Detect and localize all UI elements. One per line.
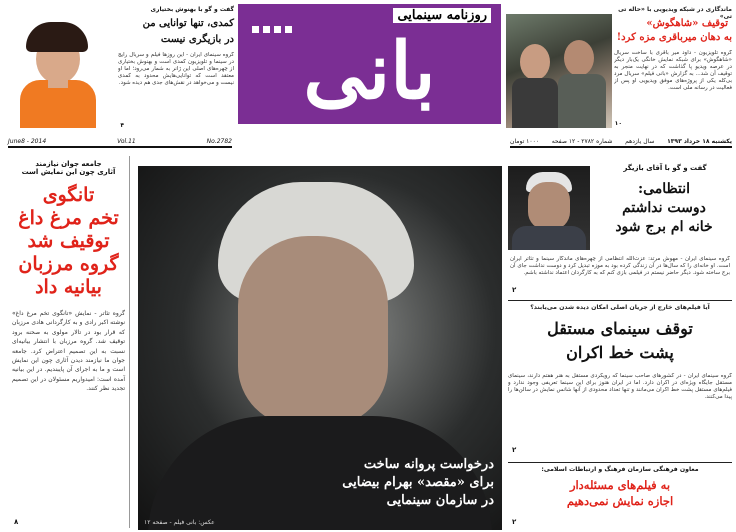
- independent-headline-line: پشت خط اکران: [566, 343, 674, 362]
- independent-headline: [508, 317, 732, 365]
- left-headline-line: تانگوی: [42, 184, 95, 206]
- left-headline-line: بیانیه داد: [35, 276, 102, 298]
- left-column-story[interactable]: [8, 156, 130, 528]
- independent-headline-line: توقف سینمای مستقل: [547, 319, 693, 338]
- independent-page-ref: ۲: [512, 446, 517, 454]
- top-right-kicker: ماندگاری در شبکه ویدیویی با «حاله تی تی»: [618, 6, 732, 20]
- date-bar-english: [8, 136, 232, 148]
- issue-number: No.2782: [206, 138, 232, 145]
- beyzaie-photo: [138, 166, 502, 530]
- date-bar-persian: [510, 136, 732, 148]
- masthead-tagline: روزنامه سینمایی: [393, 8, 491, 23]
- entezami-photo: [508, 166, 590, 250]
- independent-kicker: آیا فیلم‌های خارج از جریان اصلی امکان دیده شدن می‌یابند؟: [530, 304, 710, 311]
- masthead-logo: بانی: [303, 26, 436, 117]
- caption-line-3: در سازمان سینمایی: [386, 493, 494, 508]
- top-left-headline-2: در بازیگری نیست: [160, 34, 234, 45]
- mirbagheri-photo: [506, 14, 612, 128]
- top-left-kicker: گفت و گو با بهنوش بختیاری: [150, 6, 234, 13]
- problematic-headline: [508, 477, 732, 509]
- right-column: [508, 156, 732, 530]
- top-left-story[interactable]: [8, 6, 234, 130]
- problematic-headline-line: اجازه نمایش نمی‌دهیم: [566, 494, 674, 508]
- caption-line-2: برای «مقصد» بهرام بیضایی: [342, 475, 494, 490]
- problematic-headline-line: به فیلم‌های مسئله‌دار: [569, 478, 671, 492]
- top-right-body: گروه تلویزیون - داود میر باقری با ساخت سریال «شاهگوش» برای شبکه نمایش خانگی یک‌بار دیگر در عرصه ویدیو پا گذاشت که در نهایت منجر به توقیف آن شد... به گزارش «بانی فیلم» سریال مرد بی‌کله یکی از پروژه‌های موفق ویدیویی او پس از فعالیت در رسانه ملی است.: [614, 50, 732, 91]
- masthead-logo-block: [238, 4, 501, 124]
- independent-cinema-story[interactable]: [508, 304, 732, 454]
- top-right-headline-1: توقیف «شاهگوش»: [646, 18, 728, 29]
- top-right-headline-2: به دهان میرباقری مزه کرد!: [616, 32, 732, 43]
- divider: [508, 462, 732, 463]
- problematic-kicker: معاون فرهنگی سازمان فرهنگ و ارتباطات اسلامی:: [541, 466, 699, 473]
- problematic-films-story[interactable]: [508, 466, 732, 528]
- left-body: گروه تئاتر - نمایش «تانگوی تخم مرغ داغ» نوشته اکبر رادی و به کارگردانی هادی مرزبان که قرار بود در تالار مولوی به صحنه برود توقیف شد. گروه مرزبان با انتشار بیانیه‌ای نسبت به این تصمیم اعتراض کرد. جامعه جوان ما نیازمند دیدن آثاری چون این نمایش است و ما به اجرای آن پایبندیم. در این بیانیه آمده است: امیدواریم مسئولان در این تصمیم تجدید نظر کنند.: [12, 310, 125, 393]
- price: ۱۰۰۰ تومان: [510, 138, 540, 145]
- date-persian: یکشنبه ۱۸ خرداد ۱۳۹۳: [667, 138, 732, 145]
- volume-number: Vol.11: [117, 138, 136, 145]
- entezami-page-ref: ۲: [512, 286, 517, 294]
- left-headline-line: توقیف شد: [27, 230, 110, 252]
- photo-face: [238, 236, 388, 426]
- top-right-story[interactable]: [506, 6, 732, 130]
- left-kicker-2: آثاری چون این نمایش است: [21, 168, 116, 176]
- left-headline: [8, 184, 129, 299]
- entezami-kicker: گفت و گو با آقای بازیگر: [623, 164, 707, 172]
- entezami-headline-line: انتظامی:: [637, 181, 691, 197]
- date-english: June8 - 2014: [8, 138, 47, 145]
- bakhtiari-photo: [10, 16, 106, 128]
- caption-line-1: درخواست پروانه ساخت: [363, 457, 494, 472]
- volume-year: سال یازدهم: [625, 138, 655, 145]
- left-headline-line: گروه مرزبان: [18, 253, 119, 275]
- top-left-headline-1: کمدی، تنها توانایی من: [142, 18, 234, 29]
- problematic-page-ref: ۲: [512, 518, 517, 526]
- left-kicker-1: جامعه جوان نیازمند: [35, 160, 102, 168]
- issue-pages: شماره ۲۷۸۲ - ۱۲ صفحه: [551, 138, 613, 145]
- photo-caption: [342, 456, 494, 510]
- entezami-story[interactable]: [508, 156, 732, 296]
- divider: [508, 300, 732, 301]
- independent-body: گروه سینمای ایران - در کشورهای صاحب سینما که رویکردی مستقل به هنر هفتم دارند، سینمای مستقل جایگاه ویژه‌ای در اکران دارد. اما در ایران هنوز برای این سینما تعریفی وجود ندارد و فیلم‌های مستقل پشت خط اکران می‌مانند و تنها تعداد محدودی از آنها شانس نمایش در سالن‌ها را پیدا می‌کنند.: [508, 373, 732, 400]
- entezami-headline-line: خانه ام برج شود: [615, 219, 713, 235]
- top-right-page-ref: ۱۰: [614, 120, 622, 127]
- left-page-ref: ۸: [14, 518, 19, 526]
- entezami-headline-line: دوست نداشتم: [622, 200, 706, 216]
- entezami-body: گروه سینمای ایران - مهوش مرتد: عزت‌الله انتظامی از چهره‌های ماندگار سینما و تئاتر ایران است. او خانه‌ای را که سال‌ها در آن زندگی کرده بود به موزه تبدیل کرد و دوست نداشت جای آن برج ساخته شود. دیگر حاضر نیستم در فیلمی بازی کنم که به کارگردان اعتماد نداشته باشم.: [510, 256, 730, 276]
- entezami-headline: [598, 180, 730, 237]
- top-left-body: گروه سینمای ایران - این روزها فیلم و سریال رایج در سینما و تلویزیون کمدی است و بهنوش بختیاری از چهره‌های اصلی این ژانر به شمار می‌رود؛ اما او معتقد است که توانایی‌هایش محدود به کمدی نیست و می‌خواهد در نقش‌های جدی هم دیده شود.: [118, 52, 234, 86]
- photo-credit: عکس: بانی فیلم - صفحه ۱۲: [144, 519, 215, 526]
- top-left-page-ref: ۴: [120, 122, 124, 129]
- left-headline-line: تخم مرغ داغ: [18, 207, 119, 229]
